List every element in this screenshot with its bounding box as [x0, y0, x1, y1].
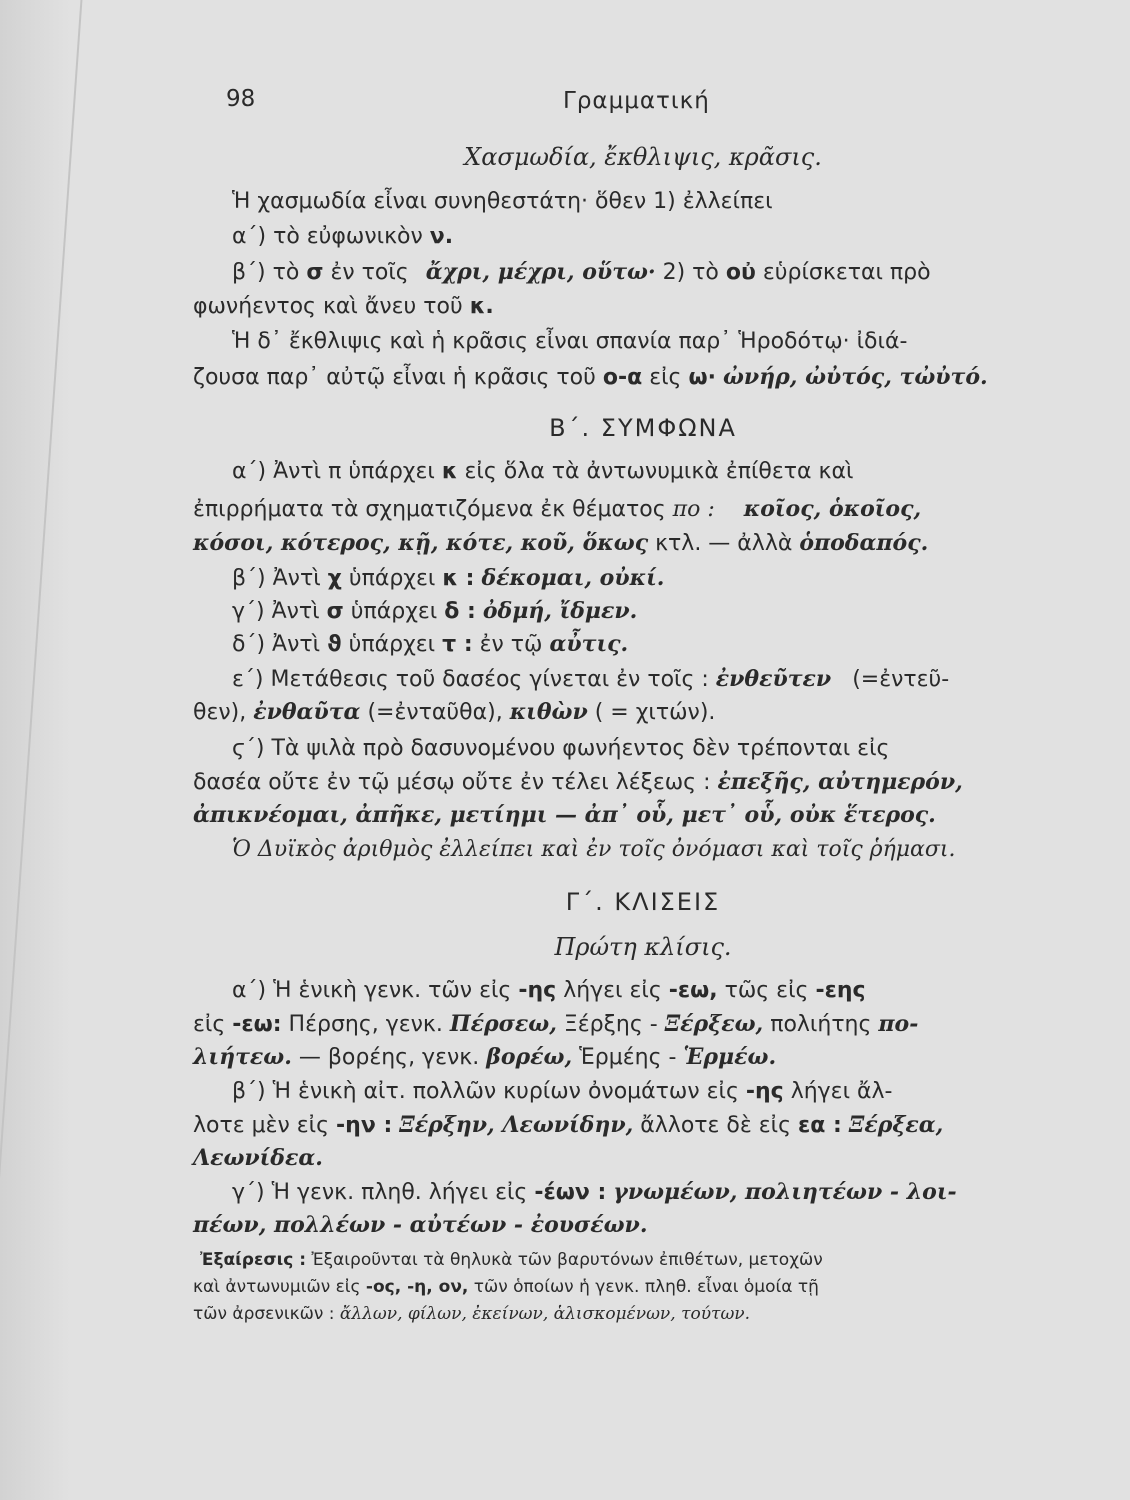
text-line: β΄) Ἀντὶ χ ὑπάρχει κ : δέκομαι, οὐκί.: [232, 565, 665, 591]
text-line: α΄) τὸ εὐφωνικὸν ν.: [232, 224, 454, 249]
text-line: ἀπικνέομαι, ἀπῆκε, μετίημι — ἀπ᾽ οὗ, μετ᾽ οὗ, οὐκ ἕτερος.: [193, 802, 936, 828]
text-line: γ΄) Ἡ γενκ. πληθ. λήγει εἰς -έων : γνωμέων, πολιητέων - λοι-: [232, 1179, 957, 1205]
text-line: ϛ΄) Τὰ ψιλὰ πρὸ δασυνομένου φωνήεντος δὲν τρέπονται εἰς: [232, 736, 890, 761]
section-title-consonants: Β΄. ΣΥΜΦΩΝΑ: [549, 414, 737, 442]
text-line: κόσοι, κότερος, κῇ, κότε, κοῦ, ὅκως κτλ. — ἀλλὰ ὁποδαπός.: [193, 530, 929, 556]
text-line: δ΄) Ἀντὶ ϑ ὑπάρχει τ : ἐν τῷ αὖτις.: [232, 631, 629, 657]
text-line: λιήτεω. — βορέης, γενκ. βορέω, Ἑρμέης - Ἑρμέω.: [193, 1044, 777, 1070]
text-line: Ὁ Δυϊκὸς ἀριθμὸς ἐλλείπει καὶ ἐν τοῖς ὀνόμασι καὶ τοῖς ῥήμασι.: [232, 837, 956, 862]
subsection-title-first-declension: Πρώτη κλίσις.: [554, 933, 732, 961]
footnote-line: καὶ ἀντωνυμιῶν εἰς -ος, -η, ον, τῶν ὁποίων ἡ γενκ. πληθ. εἶναι ὁμοία τῇ: [193, 1277, 819, 1297]
text-line: α΄) Ἡ ἑνικὴ γενκ. τῶν εἰς -ης λήγει εἰς -εω, τῶς εἰς -εης: [232, 978, 866, 1003]
page-edge-shadow: [0, 0, 70, 1500]
text-line: ζουσα παρ᾽ αὐτῷ εἶναι ἡ κρᾶσις τοῦ ο-α εἰς ω· ὠνήρ, ὠὐτός, τὠὐτό.: [193, 364, 988, 390]
section-title-declensions: Γ΄. ΚΛΙΣΕΙΣ: [565, 888, 721, 916]
page-number: 98: [226, 86, 256, 112]
text-line: β΄) Ἡ ἑνικὴ αἰτ. πολλῶν κυρίων ὀνομάτων εἰς -ης λήγει ἄλ-: [232, 1079, 893, 1104]
running-head: Γραμματική: [563, 88, 710, 114]
text-line: γ΄) Ἀντὶ σ ὑπάρχει δ : ὀδμή, ἴδμεν.: [232, 598, 638, 624]
text-line: Ἡ χασμωδία εἶναι συνηθεστάτη· ὅθεν 1) ἐλλείπει: [232, 189, 773, 214]
text-line: Ἡ δ᾽ ἔκθλιψις καὶ ἡ κρᾶσις εἶναι σπανία παρ᾽ Ἡροδότῳ· ἰδιά-: [232, 329, 908, 354]
text-line: φωνήεντος καὶ ἄνευ τοῦ κ.: [193, 294, 494, 319]
text-line: δασέα οὔτε ἐν τῷ μέσῳ οὔτε ἐν τέλει λέξεως : ἐπεξῆς, αὐτημερόν,: [193, 769, 963, 795]
text-line: α΄) Ἀντὶ π ὑπάρχει κ εἰς ὅλα τὰ ἀντωνυμικὰ ἐπίθετα καὶ: [232, 459, 854, 484]
footnote-line: τῶν ἀρσενικῶν : ἄλλων, φίλων, ἐκείνων, ἁλισκομένων, τούτων.: [193, 1304, 751, 1324]
text-line: εἰς -εω: Πέρσης, γενκ. Πέρσεω, Ξέρξης - Ξέρξεω, πολιήτης πο-: [193, 1011, 919, 1037]
text-line: πέων, πολλέων - αὐτέων - ἐουσέων.: [193, 1212, 648, 1238]
text-line: θεν), ἐνθαῦτα (=ἐνταῦθα), κιθὼν ( = χιτών).: [193, 699, 716, 725]
footnote-line: Ἐξαίρεσις : Ἐξαιροῦνται τὰ θηλυκὰ τῶν βαρυτόνων ἐπιθέτων, μετοχῶν: [200, 1250, 823, 1270]
text-line: Λεωνίδεα.: [193, 1145, 323, 1171]
text-line: ε΄) Μετάθεσις τοῦ δασέος γίνεται ἐν τοῖς : ἐνθεῦτεν (=ἐντεῦ-: [232, 666, 950, 692]
text-line: ἐπιρρήματα τὰ σχηματιζόμενα ἐκ θέματος πο : κοῖος, ὁκοῖος,: [193, 496, 922, 522]
text-line: λοτε μὲν εἰς -ην : Ξέρξην, Λεωνίδην, ἄλλοτε δὲ εἰς εα : Ξέρξεα,: [193, 1112, 944, 1138]
section-title-hiatus: Χασμωδία, ἔκθλιψις, κρᾶσις.: [464, 143, 822, 171]
text-line: β΄) τὸ σ ἐν τοῖς ἄχρι, μέχρι, οὕτω· 2) τὸ οὐ εὑρίσκεται πρὸ: [232, 259, 931, 285]
